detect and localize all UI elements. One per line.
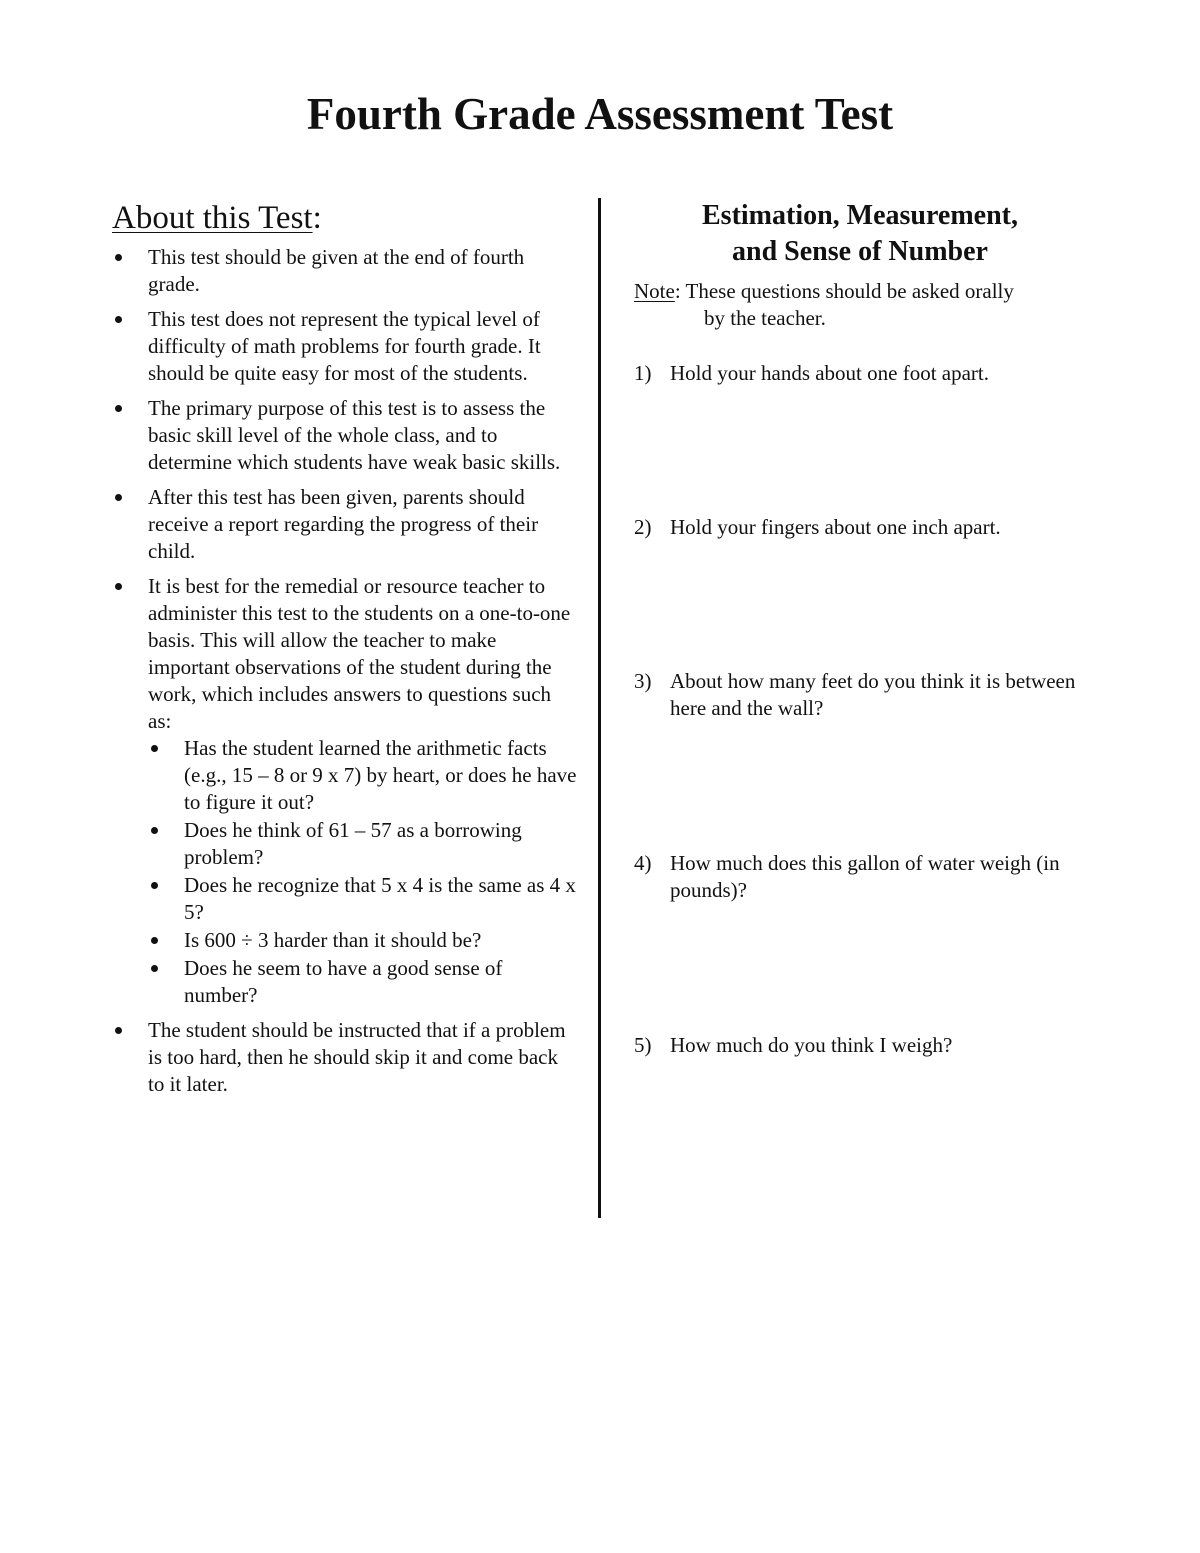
column-divider — [598, 198, 601, 1218]
note-text-line2: by the teacher. — [704, 306, 826, 330]
list-item: This test should be given at the end of fourth grade. — [112, 244, 578, 298]
note-label: Note — [634, 279, 675, 303]
section-title-line1: Estimation, Measurement, — [702, 200, 1018, 231]
question-text: Hold your fingers about one inch apart. — [670, 515, 1001, 539]
question-text: About how many feet do you think it is between here and the wall? — [670, 669, 1076, 720]
list-item: This test does not represent the typical level of difficulty of math problems for fourth grade. It should be quite easy for most of the students. — [112, 306, 578, 387]
question-number: 5) — [634, 1033, 652, 1057]
sub-list-item: Is 600 ÷ 3 harder than it should be? — [148, 927, 578, 954]
question-text: How much does this gallon of water weigh (in pounds)? — [670, 851, 1060, 902]
question-1 — [634, 360, 1094, 387]
question-number: 4) — [634, 851, 652, 875]
page-title: Fourth Grade Assessment Test — [306, 89, 894, 139]
list-item — [112, 573, 578, 1009]
question-3 — [634, 668, 1094, 722]
section-title — [634, 198, 1086, 270]
sub-list-item: Has the student learned the arithmetic facts (e.g., 15 – 8 or 9 x 7) by heart, or does he have to figure it out? — [148, 735, 578, 816]
question-number: 3) — [634, 669, 652, 693]
section-title-line2: and Sense of Number — [732, 236, 988, 267]
teacher-note — [634, 278, 1094, 332]
about-heading-text: About this Test — [112, 200, 313, 236]
note-text-line1: : These questions should be asked orally — [674, 279, 1014, 303]
about-heading — [112, 198, 578, 238]
observation-sublist — [148, 735, 578, 1009]
question-4 — [634, 850, 1094, 904]
about-column — [112, 198, 578, 1106]
question-number: 1) — [634, 361, 652, 385]
list-item: After this test has been given, parents should receive a report regarding the progress of their child. — [112, 484, 578, 565]
question-text: Hold your hands about one foot apart. — [670, 361, 990, 385]
question-5 — [634, 1032, 1094, 1059]
question-2 — [634, 514, 1094, 541]
questions-column — [634, 198, 1094, 1057]
question-text: How much do you think I weigh? — [670, 1033, 953, 1057]
list-item: The student should be instructed that if a problem is too hard, then he should skip it and come back to it later. — [112, 1017, 578, 1098]
sub-list-item: Does he recognize that 5 x 4 is the same as 4 x 5? — [148, 872, 578, 926]
sub-list-item: Does he seem to have a good sense of number? — [148, 955, 578, 1009]
about-list — [112, 244, 578, 1098]
list-item-text: It is best for the remedial or resource teacher to administer this test to the students on a one-to-one basis. This will allow the teacher to make important observations of the student during the work, which includes answers to questions such as: — [148, 574, 571, 733]
sub-list-item: Does he think of 61 – 57 as a borrowing problem? — [148, 817, 578, 871]
about-heading-colon: : — [312, 200, 322, 236]
list-item: The primary purpose of this test is to assess the basic skill level of the whole class, and to determine which students have weak basic skills. — [112, 395, 578, 476]
question-number: 2) — [634, 515, 652, 539]
